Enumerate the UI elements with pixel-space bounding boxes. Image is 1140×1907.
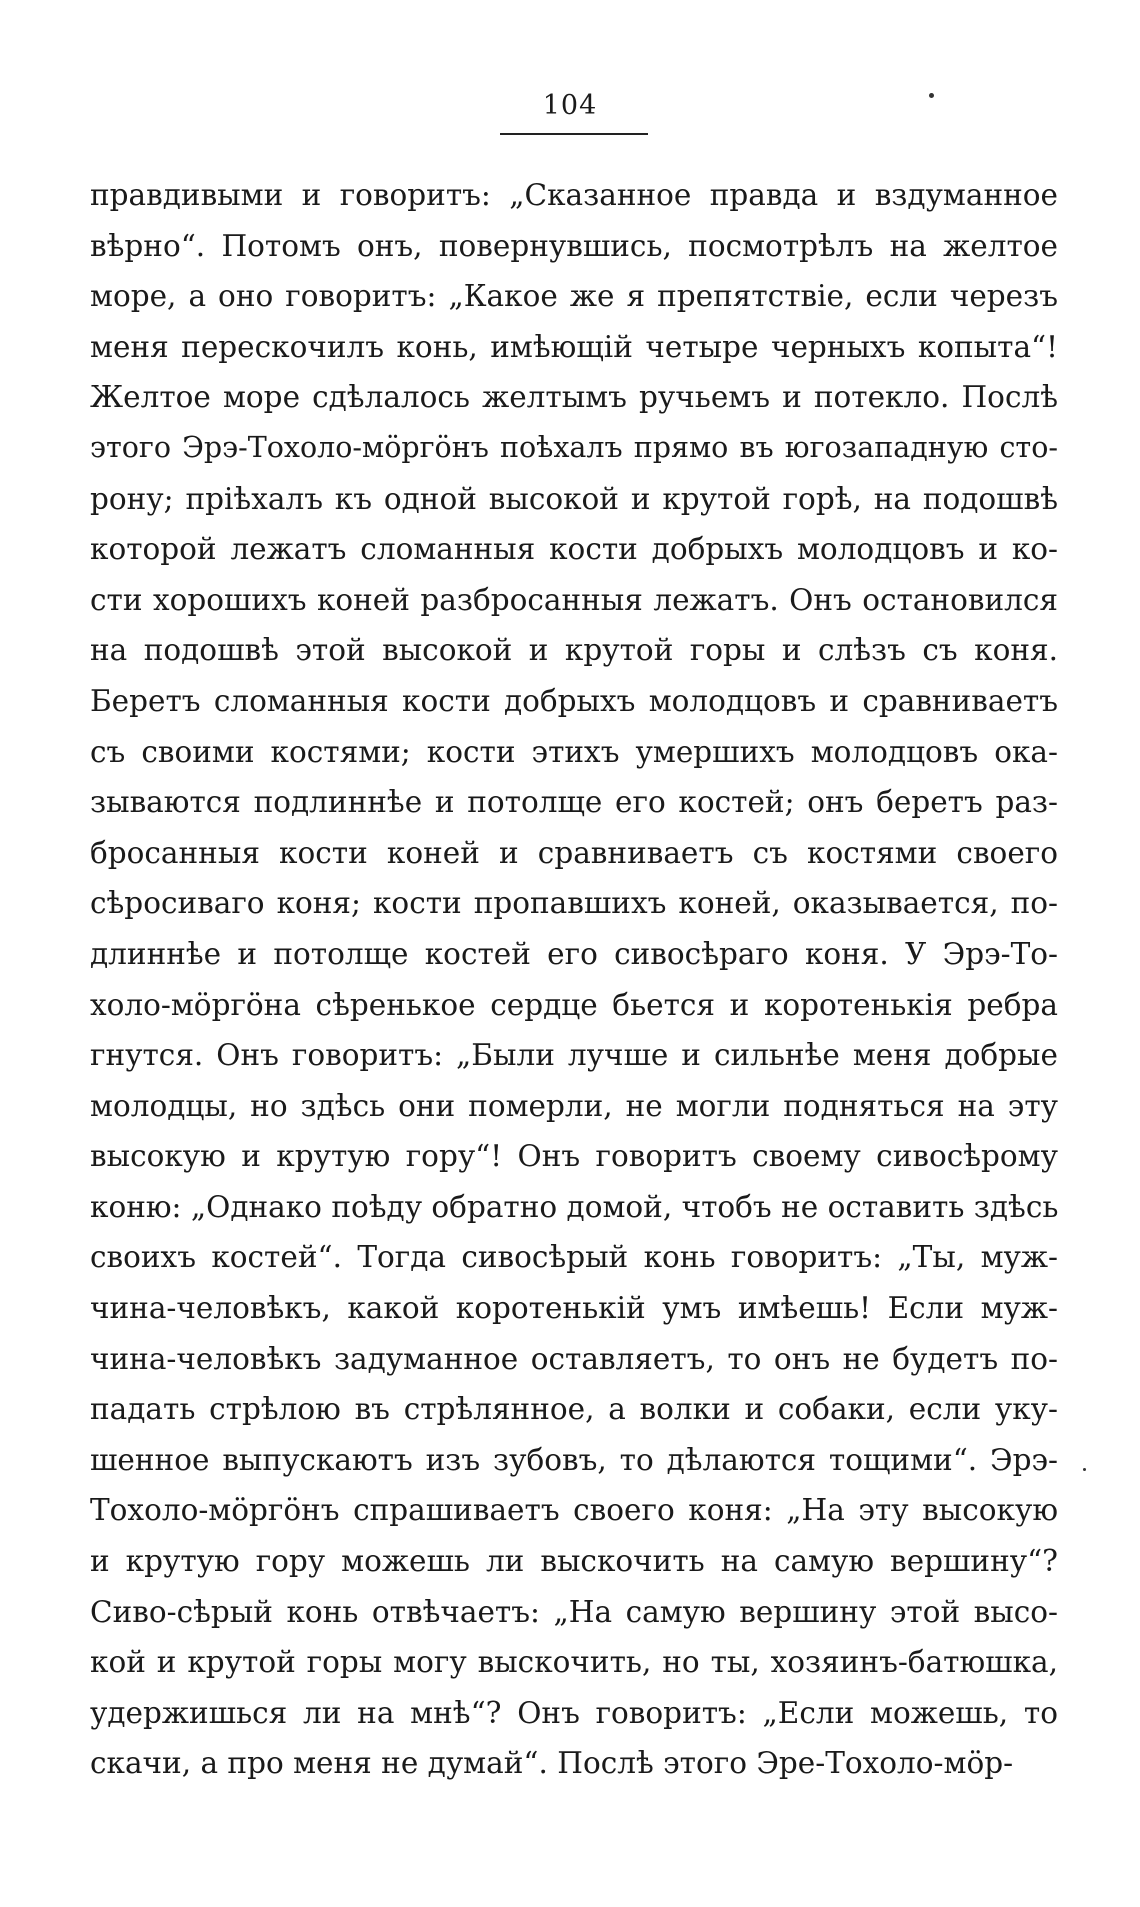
text-line: удержишься ли на мнѣ“? Онъ говоритъ: „Если можешь, то — [90, 1695, 1058, 1730]
speck-mark — [1083, 1468, 1086, 1471]
text-line: коню: „Однако поѣду обратно домой, чтобъ не оставить здѣсь — [90, 1189, 1058, 1224]
text-line: длиннѣе и потолще костей его сивосѣраго коня. У Эрэ-То- — [90, 936, 1058, 971]
text-line: шенное выпускаютъ изъ зубовъ, то дѣлаются тощими“. Эрэ- — [90, 1442, 1058, 1477]
text-line: Беретъ сломанныя кости добрыхъ молодцовъ и сравниваетъ — [90, 683, 1058, 718]
header-rule — [500, 133, 648, 135]
text-line: своихъ костей“. Тогда сивосѣрый конь говоритъ: „Ты, муж- — [90, 1240, 1058, 1275]
text-line: съ своими костями; кости этихъ умершихъ молодцовъ ока- — [90, 734, 1058, 769]
text-line: молодцы, но здѣсь они померли, не могли подняться на эту — [90, 1088, 1058, 1123]
text-line: сѣросиваго коня; кости пропавшихъ коней, оказывается, по- — [90, 886, 1058, 921]
text-line: чина-человѣкъ, какой коротенькій умъ имѣешь! Если муж- — [90, 1291, 1058, 1326]
text-line: вѣрно“. Потомъ онъ, повернувшись, посмотрѣлъ на желтое — [90, 228, 1058, 263]
text-line: скачи, а про меня не думай“. Послѣ этого Эре-Тохоло-мӧр- — [90, 1746, 1014, 1781]
body-text — [90, 170, 1058, 1789]
text-line: кой и крутой горы могу выскочить, но ты, хозяинъ-батюшка, — [90, 1645, 1058, 1680]
text-line: чина-человѣкъ задуманное оставляетъ, то онъ не будетъ по- — [90, 1341, 1058, 1376]
text-line: бросанныя кости коней и сравниваетъ съ костями своего — [90, 835, 1058, 870]
text-line: которой лежатъ сломанныя кости добрыхъ молодцовъ и ко- — [90, 532, 1058, 567]
speck-mark — [929, 93, 934, 98]
text-line: море, а оно говоритъ: „Какое же я препятствіе, если черезъ — [90, 279, 1058, 314]
page-number: 104 — [542, 90, 598, 121]
text-line: гнутся. Онъ говоритъ: „Были лучше и сильнѣе меня добрые — [90, 1038, 1058, 1073]
text-line: холо-мӧргӧна сѣренькое сердце бьется и коротенькія ребра — [90, 987, 1058, 1022]
text-line: этого Эрэ-Тохоло-мӧргӧнъ поѣхалъ прямо въ югозападную сто- — [90, 430, 1058, 464]
text-line: Тохоло-мӧргӧнъ спрашиваетъ своего коня: „На эту высокую — [90, 1493, 1058, 1528]
text-line: и крутую гору можешь ли выскочить на самую вершину“? — [90, 1544, 1058, 1579]
text-line: зываются подлиннѣе и потолще его костей; онъ беретъ раз- — [90, 785, 1058, 820]
text-line: на подошвѣ этой высокой и крутой горы и слѣзъ съ коня. — [90, 633, 1058, 668]
text-line: правдивыми и говоритъ: „Сказанное правда и вздуманное — [90, 178, 1058, 212]
text-line: Сиво-сѣрый конь отвѣчаетъ: „На самую вершину этой высо- — [90, 1594, 1058, 1629]
text-line: меня перескочилъ конь, имѣющій четыре черныхъ копыта“! — [90, 329, 1058, 364]
text-line: рону; пріѣхалъ къ одной высокой и крутой горѣ, на подошвѣ — [90, 481, 1058, 516]
text-line: падать стрѣлою въ стрѣлянное, а волки и собаки, если уку- — [90, 1392, 1058, 1427]
text-line: высокую и крутую гору“! Онъ говоритъ своему сивосѣрому — [90, 1139, 1058, 1174]
text-line: Желтое море сдѣлалось желтымъ ручьемъ и потекло. Послѣ — [90, 380, 1058, 415]
text-line: сти хорошихъ коней разбросанныя лежатъ. Онъ остановился — [90, 582, 1058, 617]
